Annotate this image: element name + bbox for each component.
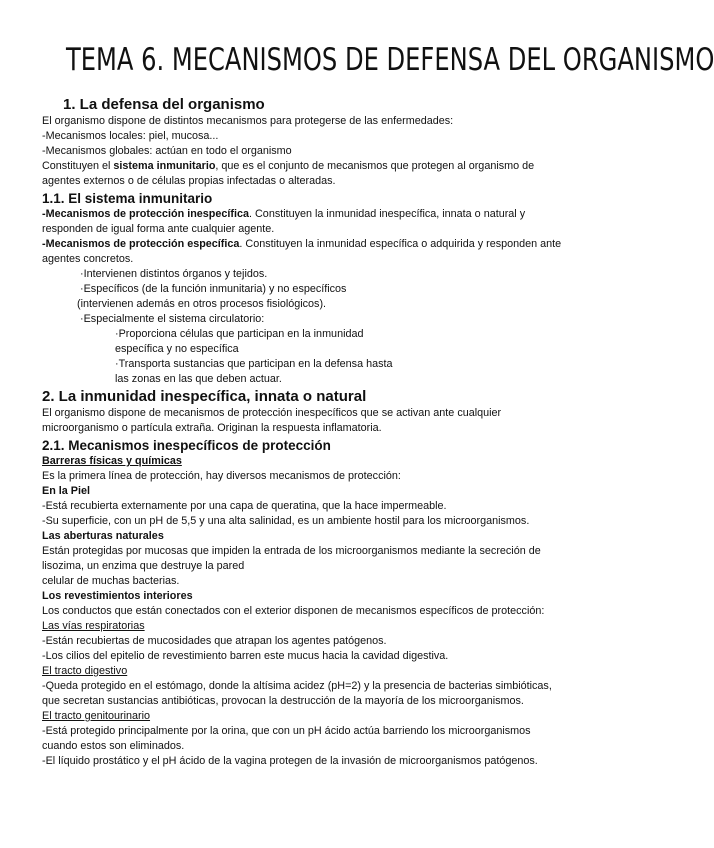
paragraph [42,237,562,267]
page-title: TEMA 6. MECANISMOS DE DEFENSA DEL ORGANISMO [66,42,714,78]
bold-term: -Mecanismos de protección específica [42,238,240,250]
subheading: Las aberturas naturales [42,530,164,542]
subheading: El tracto digestivo [42,665,128,677]
text: . Constituyen la inmunidad específica o adquirida y responden ante agentes concretos. [42,238,562,265]
list-item: ·Transporta sustancias que participan en la defensa hasta [115,358,393,370]
document-body [42,96,562,769]
paragraph: -Está recubierta externamente por una capa de queratina, que la hace impermeable. [42,500,447,512]
paragraph: -Los cilios del epitelio de revestimiento barren este mucus hacia la cavidad digestiva. [42,650,449,662]
paragraph: Están protegidas por mucosas que impiden la entrada de los microorganismos mediante la secreción de lisozima, un enzima que destruye la pared [42,545,541,572]
subheading: Barreras físicas y químicas [42,455,182,467]
paragraph: El organismo dispone de distintos mecanismos para protegerse de las enfermedades: [42,115,454,127]
list-item: ·Especialmente el sistema circulatorio: [80,313,265,325]
list-item: ·Intervienen distintos órganos y tejidos. [80,268,268,280]
paragraph: Es la primera línea de protección, hay diversos mecanismos de protección: [42,470,401,482]
paragraph: -Están recubiertas de mucosidades que atrapan los agentes patógenos. [42,635,387,647]
text: Constituyen el [42,160,114,172]
list-item: ·Específicos (de la función inmunitaria) y no específicos [80,283,347,295]
paragraph: El organismo dispone de mecanismos de protección inespecíficos que se activan ante cualquier microorganismo o partícula extraña. Originan la respuesta inflamatoria. [42,407,502,434]
bold-term: sistema inmunitario [113,160,216,172]
paragraph: -Mecanismos globales: actúan en todo el organismo [42,145,292,157]
list-item: ·Proporciona células que participan en la inmunidad [115,328,364,340]
text: , que es el conjunto de mecanismos que protegen al organismo de agentes externos o de células propias infectadas o alteradas. [42,160,535,187]
section-2-1-heading: 2.1. Mecanismos inespecíficos de protección [42,438,331,453]
paragraph: -Queda protegido en el estómago, donde la altísima acidez (pH=2) y la presencia de bacterias simbióticas, que secretan sustancias antibióticas, provocan la destrucción de la mayoría de los microorganismos. [42,680,552,707]
paragraph: Los conductos que están conectados con el exterior disponen de mecanismos específicos de protección: [42,605,545,617]
list-item: específica y no específica [115,343,239,355]
section-2-heading: 2. La inmunidad inespecífica, innata o natural [42,388,367,405]
subheading: El tracto genitourinario [42,710,151,722]
list-item: las zonas en las que deben actuar. [115,373,282,385]
paragraph [42,207,562,237]
paragraph [42,159,562,189]
list-item: (intervienen además en otros procesos fisiológicos). [77,298,327,310]
section-1-heading: 1. La defensa del organismo [63,96,265,113]
bold-term: -Mecanismos de protección inespecífica [42,208,250,220]
paragraph: -Mecanismos locales: piel, mucosa... [42,130,219,142]
subheading: Las vías respiratorias [42,620,145,632]
subheading: Los revestimientos interiores [42,590,193,602]
paragraph: celular de muchas bacterias. [42,575,180,587]
subheading: En la Piel [42,485,91,497]
section-1-1-heading: 1.1. El sistema inmunitario [42,191,213,206]
text: . Constituyen la inmunidad inespecífica, innata o natural y responden de igual forma ante cualquier agente. [42,208,526,235]
paragraph: -El líquido prostático y el pH ácido de la vagina protegen de la invasión de microorganismos patógenos. [42,755,538,767]
paragraph: -Su superficie, con un pH de 5,5 y una alta salinidad, es un ambiente hostil para los microorganismos. [42,515,530,527]
paragraph: -Está protegido principalmente por la orina, que con un pH ácido actúa barriendo los microorganismos cuando estos son eliminados. [42,725,531,752]
